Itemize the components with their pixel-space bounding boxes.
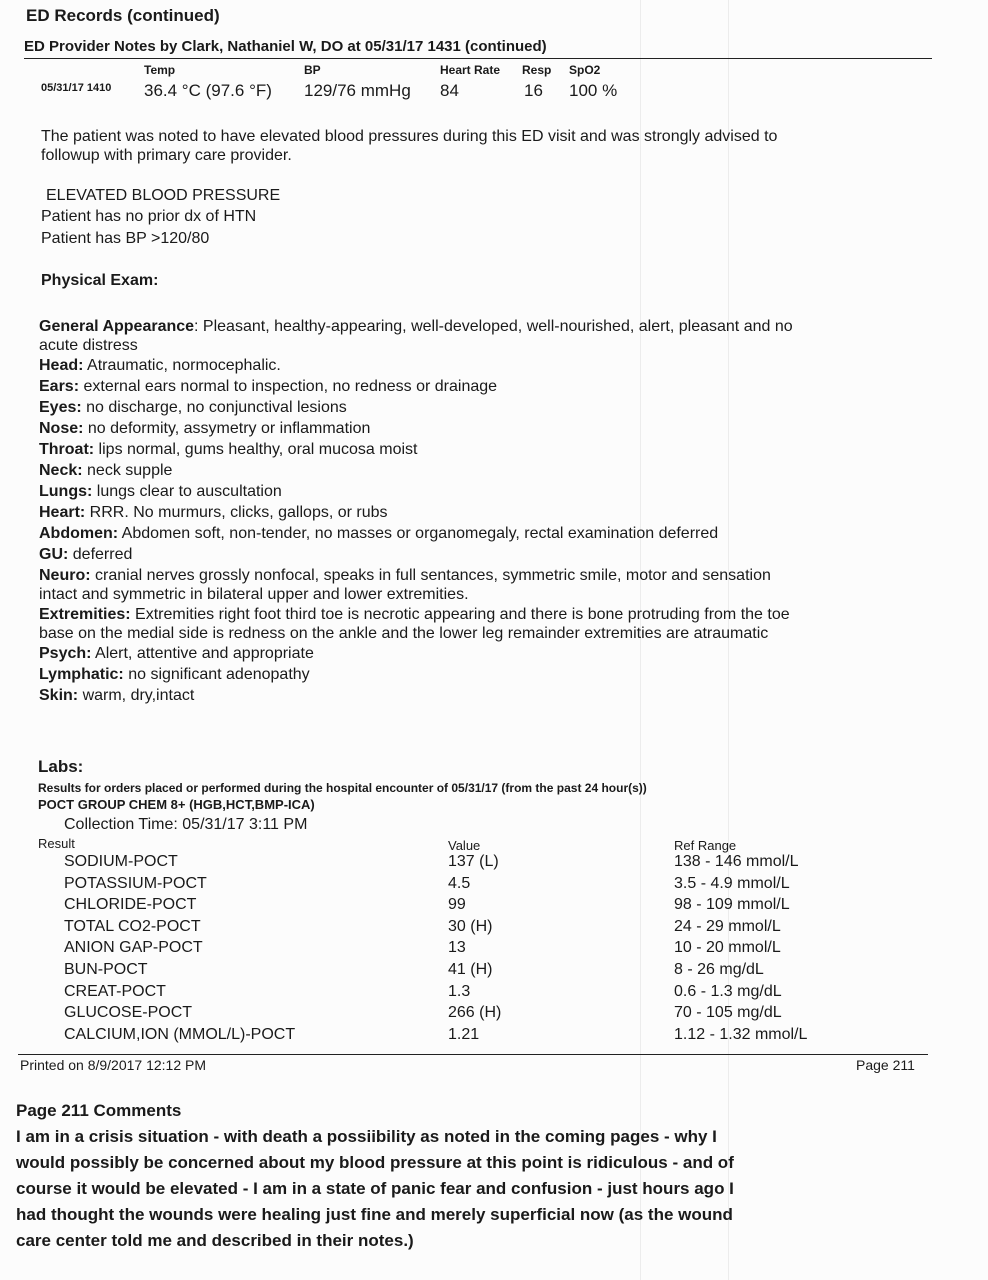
labs-title: Labs: — [38, 757, 84, 776]
elevated-bp-title: ELEVATED BLOOD PRESSURE — [46, 187, 281, 204]
labs-col-ref-range: Ref Range — [674, 838, 737, 853]
lab-value: 266 (H) — [448, 1004, 502, 1021]
lab-ref-range: 0.6 - 1.3 mg/dL — [674, 983, 782, 1000]
exam-label: Extremities: — [39, 606, 131, 623]
exam-text: external ears normal to inspection, no redness or drainage — [79, 378, 498, 395]
lab-ref-range: 24 - 29 mmol/L — [674, 918, 781, 935]
exam-item — [39, 685, 929, 706]
vitals-timestamp: 05/31/17 1410 — [41, 82, 112, 94]
header-divider — [24, 58, 932, 59]
lab-ref-range: 8 - 26 mg/dL — [674, 961, 764, 978]
exam-item — [39, 355, 929, 376]
lab-value: 4.5 — [448, 875, 471, 892]
exam-label: Psych: — [39, 645, 92, 662]
vitals-resp-value: 16 — [524, 81, 543, 100]
exam-label: General Appearance — [39, 318, 195, 335]
lab-name: GLUCOSE-POCT — [64, 1004, 193, 1021]
physical-exam-body — [39, 316, 929, 706]
lab-name: SODIUM-POCT — [64, 853, 178, 870]
exam-text: lips normal, gums healthy, oral mucosa moist — [94, 441, 418, 458]
exam-label: Lymphatic: — [39, 666, 124, 683]
exam-text: Atraumatic, normocephalic. — [83, 357, 281, 374]
comment-line: would possibly be concerned about my blood pressure at this point is ridiculous - and of — [16, 1153, 734, 1172]
lab-ref-range: 1.12 - 1.32 mmol/L — [674, 1026, 808, 1043]
exam-item — [39, 460, 929, 481]
lab-ref-range: 3.5 - 4.9 mmol/L — [674, 875, 790, 892]
vitals-bp-value: 129/76 mmHg — [304, 81, 411, 100]
lab-ref-range: 138 - 146 mmol/L — [674, 853, 799, 870]
exam-item — [39, 439, 929, 460]
exam-label: Skin: — [39, 687, 79, 704]
labs-group-name: POCT GROUP CHEM 8+ (HGB,HCT,BMP-ICA) — [38, 797, 315, 812]
exam-label: Ears: — [39, 378, 80, 395]
footer-page: Page 211 — [856, 1057, 915, 1073]
lab-value: 13 — [448, 939, 466, 956]
lab-name: CHLORIDE-POCT — [64, 896, 197, 913]
exam-text: deferred — [68, 546, 133, 563]
lab-value: 1.3 — [448, 983, 471, 1000]
exam-label: Lungs: — [39, 483, 93, 500]
lab-name: CALCIUM,ION (MMOL/L)-POCT — [64, 1026, 296, 1043]
lab-value: 137 (L) — [448, 853, 499, 870]
exam-extremities-cont: base on the medial side is redness on the ankle and the lower leg remainder extremities are atraumatic — [39, 625, 769, 642]
labs-collection-time: Collection Time: 05/31/17 3:11 PM — [64, 816, 308, 833]
vitals-spo2-value: 100 % — [569, 81, 618, 100]
exam-item — [39, 376, 929, 397]
lab-name: TOTAL CO2-POCT — [64, 918, 201, 935]
section-title: ED Records (continued) — [26, 6, 220, 25]
exam-label: Nose: — [39, 420, 84, 437]
exam-label: Head: — [39, 357, 84, 374]
exam-text: : Pleasant, healthy-appearing, well-developed, well-nourished, alert, pleasant and no — [194, 318, 793, 335]
vitals-spo2-label: SpO2 — [569, 63, 601, 77]
footer-printed: Printed on 8/9/2017 12:12 PM — [20, 1057, 207, 1073]
exam-item — [39, 481, 929, 502]
lab-value: 41 (H) — [448, 961, 493, 978]
exam-text: warm, dry,intact — [78, 687, 195, 704]
lab-ref-range: 10 - 20 mmol/L — [674, 939, 781, 956]
exam-item — [39, 643, 929, 664]
exam-extremities — [39, 604, 929, 625]
physical-exam-title: Physical Exam: — [41, 272, 159, 289]
footer-divider — [18, 1054, 928, 1055]
exam-text: lungs clear to auscultation — [92, 483, 282, 500]
lab-ref-range: 70 - 105 mg/dL — [674, 1004, 782, 1021]
labs-col-result: Result — [38, 836, 75, 851]
exam-text: Abdomen soft, non-tender, no masses or organomegaly, rectal examination deferred — [118, 525, 719, 542]
exam-label: Neck: — [39, 462, 83, 479]
vitals-hr-label: Heart Rate — [440, 63, 501, 77]
exam-label: Eyes: — [39, 399, 82, 416]
lab-value: 99 — [448, 896, 466, 913]
exam-text: no discharge, no conjunctival lesions — [81, 399, 347, 416]
lab-name: ANION GAP-POCT — [64, 939, 203, 956]
page-comments — [16, 1098, 916, 1254]
exam-label: GU: — [39, 546, 69, 563]
exam-text: RRR. No murmurs, clicks, gallops, or rubs — [85, 504, 388, 521]
lab-name: POTASSIUM-POCT — [64, 875, 207, 892]
exam-general-cont: acute distress — [39, 337, 138, 354]
exam-neuro-cont: intact and symmetric in bilateral upper and lower extremities. — [39, 586, 469, 603]
exam-item — [39, 544, 929, 565]
vitals-hr-value: 84 — [440, 81, 459, 100]
elevated-bp-line-1: Patient has no prior dx of HTN — [41, 208, 257, 225]
lab-name: BUN-POCT — [64, 961, 148, 978]
exam-item — [39, 397, 929, 418]
exam-label: Abdomen: — [39, 525, 119, 542]
bp-note-line-1: The patient was noted to have elevated blood pressures during this ED visit and was strongly advised to — [41, 128, 778, 145]
vitals-bp-label: BP — [304, 63, 321, 77]
elevated-bp-line-2: Patient has BP >120/80 — [41, 230, 210, 247]
exam-label: Neuro: — [39, 567, 91, 584]
exam-text: no deformity, assymetry or inflammation — [83, 420, 371, 437]
labs-col-value: Value — [448, 838, 481, 853]
vitals-temp-value: 36.4 °C (97.6 °F) — [144, 81, 272, 100]
vitals-resp-label: Resp — [522, 63, 552, 77]
lab-ref-range: 98 - 109 mmol/L — [674, 896, 790, 913]
bp-note-line-2: followup with primary care provider. — [41, 147, 292, 164]
comment-line: I am in a crisis situation - with death a possiibility as noted in the coming pages - why I — [16, 1127, 717, 1146]
comment-line: had thought the wounds were healing just fine and merely superficial now (as the wound — [16, 1205, 733, 1224]
lab-value: 30 (H) — [448, 918, 493, 935]
exam-general — [39, 316, 929, 337]
exam-neuro — [39, 565, 929, 586]
exam-text: neck supple — [82, 462, 173, 479]
lab-name: CREAT-POCT — [64, 983, 166, 1000]
exam-item — [39, 664, 929, 685]
exam-item — [39, 418, 929, 439]
labs-results-info: Results for orders placed or performed during the hospital encounter of 05/31/17 (from the past 24 hour(s)) — [38, 781, 647, 795]
exam-label: Heart: — [39, 504, 86, 521]
lab-value: 1.21 — [448, 1026, 480, 1043]
exam-item — [39, 523, 929, 544]
comment-line: course it would be elevated - I am in a state of panic fear and confusion - just hours ago I — [16, 1179, 734, 1198]
exam-label: Throat: — [39, 441, 95, 458]
exam-text: Alert, attentive and appropriate — [91, 645, 314, 662]
exam-text: no significant adenopathy — [123, 666, 310, 683]
exam-text: cranial nerves grossly nonfocal, speaks in full sentances, symmetric smile, motor and sensation — [90, 567, 771, 584]
provider-note-header: ED Provider Notes by Clark, Nathaniel W, DO at 05/31/17 1431 (continued) — [24, 38, 547, 55]
comments-title: Page 211 Comments — [16, 1101, 182, 1120]
vitals-temp-label: Temp — [144, 63, 176, 77]
exam-text: Extremities right foot third toe is necrotic appearing and there is bone protruding from the toe — [130, 606, 790, 623]
comment-line: care center told me and described in their notes.) — [16, 1231, 414, 1250]
exam-item — [39, 502, 929, 523]
